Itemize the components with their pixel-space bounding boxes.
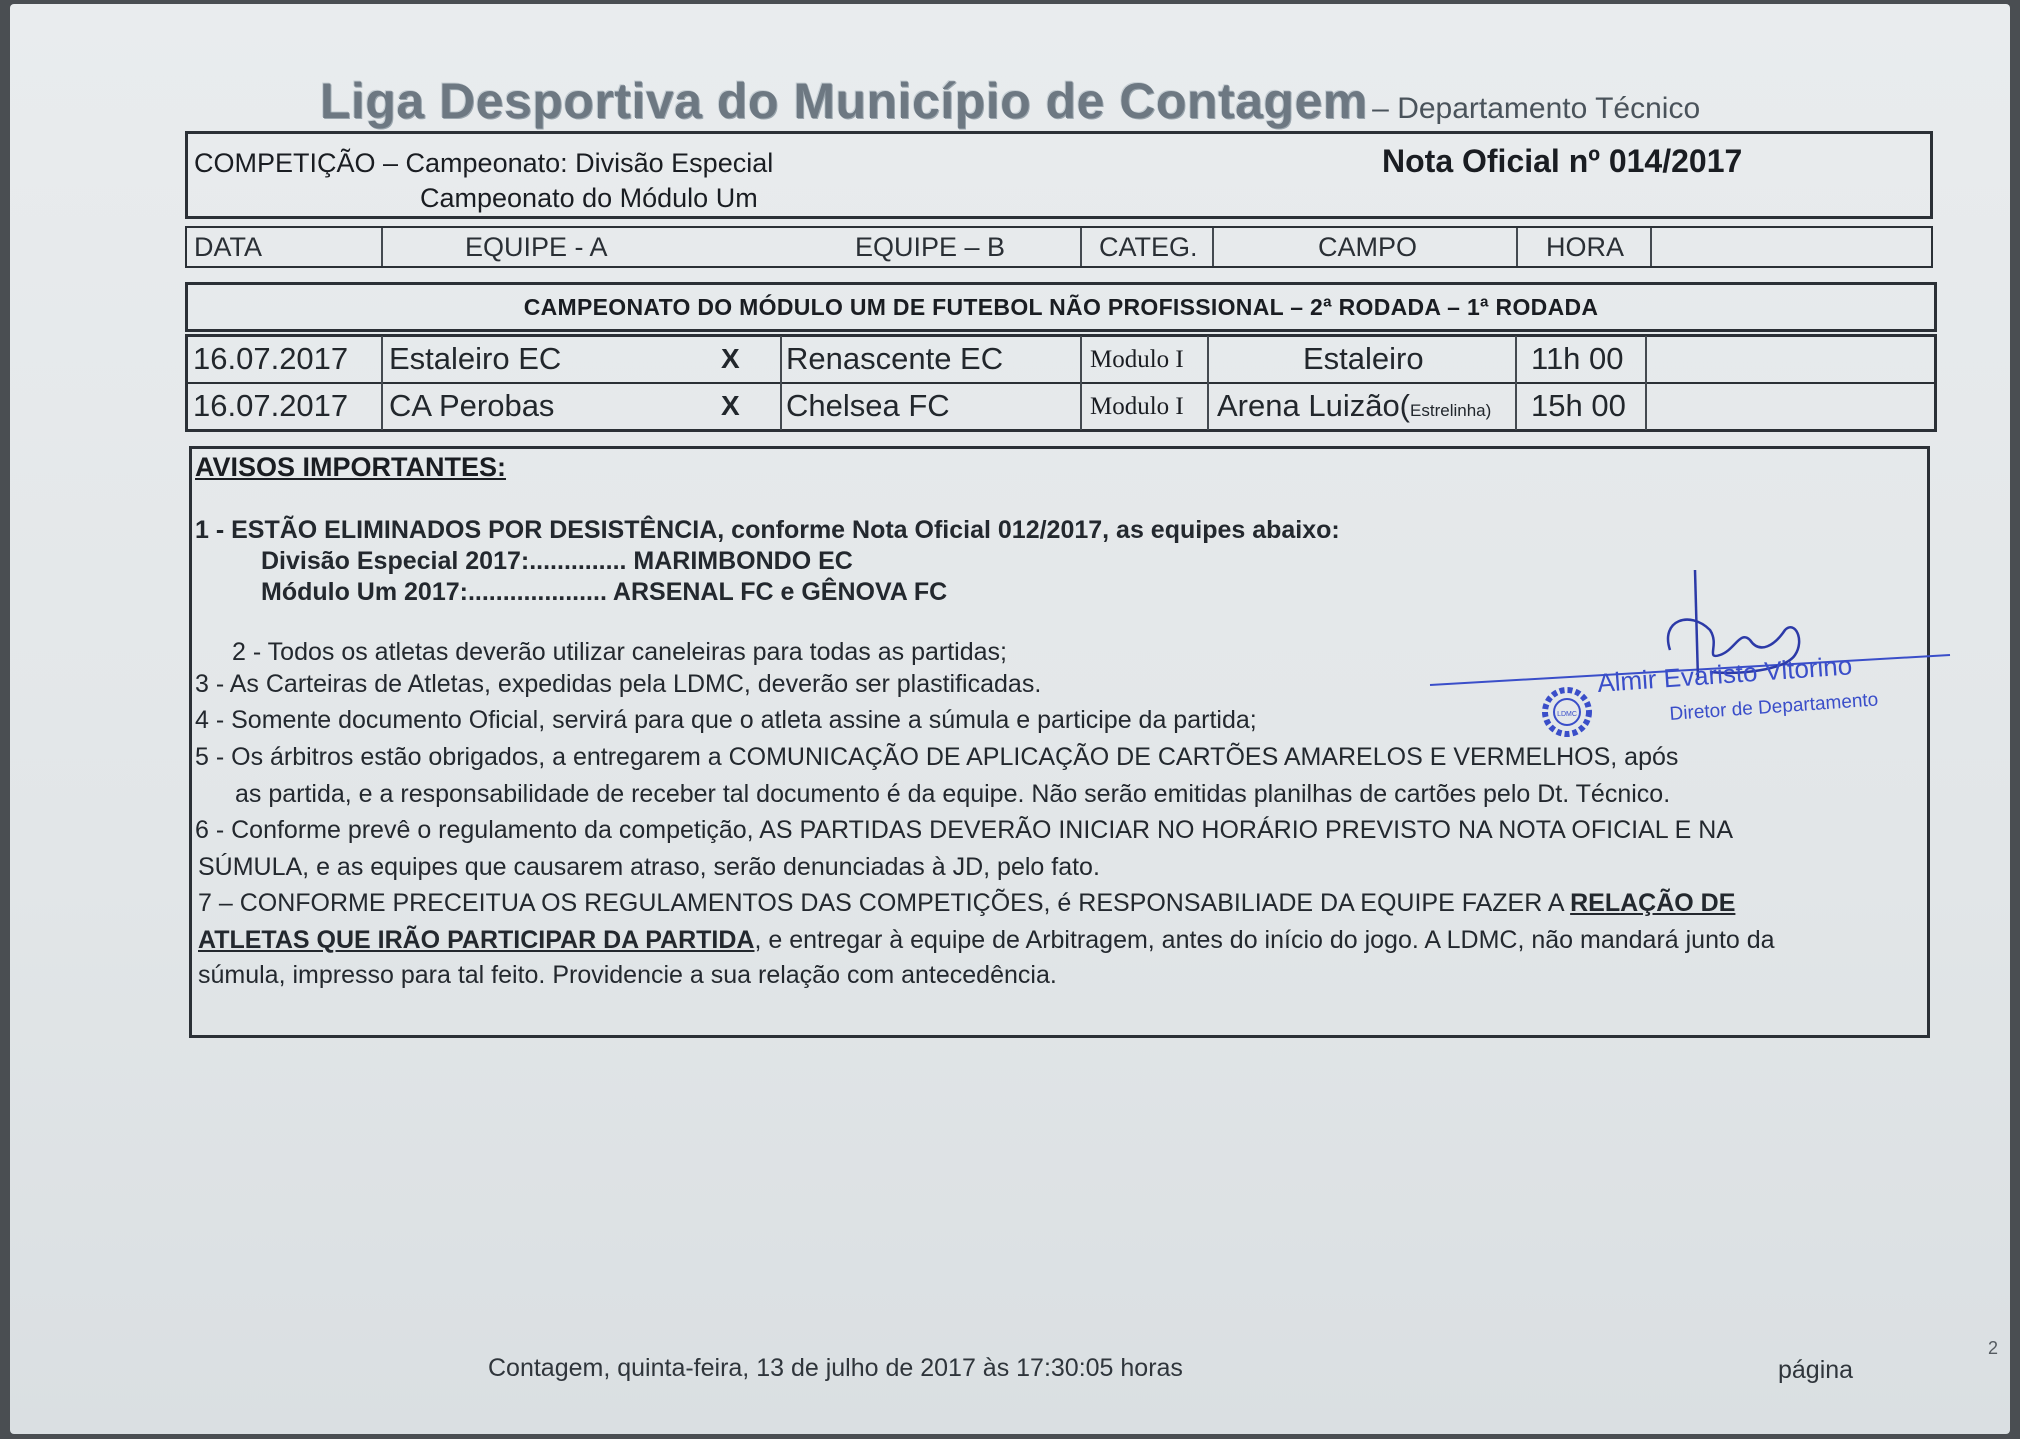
match-date: 16.07.2017: [193, 341, 349, 376]
match-vs: X: [721, 390, 740, 421]
nota-oficial-number: Nota Oficial nº 014/2017: [1382, 143, 1743, 179]
notice-item-2: 2 - Todos os atletas deverão utilizar caneleiras para todas as partidas;: [232, 638, 1007, 666]
match-team-a: CA Perobas: [389, 388, 555, 423]
competition-line2: Campeonato do Módulo Um: [420, 183, 758, 213]
signer-name: Almir Evaristo Vitorino: [1596, 650, 1854, 698]
match-time: 11h 00: [1531, 341, 1624, 376]
footer-datetime: Contagem, quinta-feira, 13 de julho de 2017 às 17:30:05 horas: [488, 1354, 1183, 1382]
notice-item-5-line2: as partida, e a responsabilidade de receber tal documento é da equipe. Não serão emitidas planilhas de cartões pelo Dt. Técnico.: [235, 780, 1671, 808]
notice-item-7-line3: súmula, impresso para tal feito. Providencie a sua relação com antecedência.: [198, 961, 1057, 989]
signer-role: Diretor de Departamento: [1668, 689, 1879, 725]
notice-item-7-line2: ATLETAS QUE IRÃO PARTICIPAR DA PARTIDA, e entregar à equipe de Arbitragem, antes do início do jogo. A LDMC, não mandará junto da: [198, 926, 1775, 954]
notice-item-4: 4 - Somente documento Oficial, servirá para que o atleta assine a súmula e participe da partida;: [195, 706, 1257, 734]
notice-item-1-module: Módulo Um 2017:.................... ARSENAL FC e GÊNOVA FC: [261, 578, 948, 606]
signature-stamp: [1420, 560, 1960, 760]
table-header-row: [185, 226, 1933, 268]
league-title: Liga Desportiva do Município de Contagem: [319, 73, 1368, 129]
notices-heading: AVISOS IMPORTANTES:: [195, 452, 507, 482]
match-field: Arena Luizão(Estrelinha): [1217, 388, 1492, 423]
match-date: 16.07.2017: [193, 388, 349, 423]
section-title: CAMPEONATO DO MÓDULO UM DE FUTEBOL NÃO PROFISSIONAL – 2ª RODADA – 1ª RODADA: [523, 294, 1599, 320]
page-title: [0, 72, 2020, 130]
notice-item-6-line2: SÚMULA, e as equipes que causarem atraso, serão denunciadas à JD, pelo fato.: [198, 853, 1100, 881]
match-team-a: Estaleiro EC: [389, 341, 562, 376]
match-vs: X: [721, 343, 740, 374]
column-header-categ: CATEG.: [1099, 232, 1198, 262]
match-team-b: Chelsea FC: [786, 388, 950, 423]
column-header-hora: HORA: [1546, 232, 1625, 262]
department-subtitle: – Departamento Técnico: [1372, 92, 1701, 125]
column-header-equipe-a: EQUIPE - A: [465, 232, 608, 262]
match-time: 15h 00: [1531, 388, 1626, 423]
match-category: Modulo I: [1090, 393, 1184, 420]
match-category: Modulo I: [1090, 346, 1184, 373]
match-team-b: Renascente EC: [786, 341, 1004, 376]
column-header-data: DATA: [194, 232, 263, 262]
match-field: Estaleiro: [1303, 341, 1424, 376]
notice-item-6-line1: 6 - Conforme prevê o regulamento da competição, AS PARTIDAS DEVERÃO INICIAR NO HORÁRIO PREVISTO NA NOTA OFICIAL E NA: [195, 816, 1734, 844]
column-header-equipe-b: EQUIPE – B: [855, 232, 1006, 262]
notice-item-5-line1: 5 - Os árbitros estão obrigados, a entregarem a COMUNICAÇÃO DE APLICAÇÃO DE CARTÕES AMARELOS E VERMELHOS, após: [195, 743, 1679, 771]
competition-line1: COMPETIÇÃO – Campeonato: Divisão Especial: [194, 148, 774, 178]
notice-item-3: 3 - As Carteiras de Atletas, expedidas pela LDMC, deverão ser plastificadas.: [195, 670, 1042, 698]
notice-item-1: 1 - ESTÃO ELIMINADOS POR DESISTÊNCIA, conforme Nota Oficial 012/2017, as equipes abaixo:: [195, 516, 1340, 544]
notice-item-7-line1: 7 – CONFORME PRECEITUA OS REGULAMENTOS DAS COMPETIÇÕES, é RESPONSABILIADE DA EQUIPE FAZER A RELAÇÃO DE: [198, 889, 1736, 917]
footer-page-number: 2: [1988, 1338, 1999, 1358]
seal-text: LDMC: [1557, 711, 1577, 718]
column-header-campo: CAMPO: [1318, 232, 1418, 262]
notice-item-1-division: Divisão Especial 2017:.............. MARIMBONDO EC: [261, 547, 853, 575]
footer-page-label: página: [1778, 1356, 1854, 1384]
